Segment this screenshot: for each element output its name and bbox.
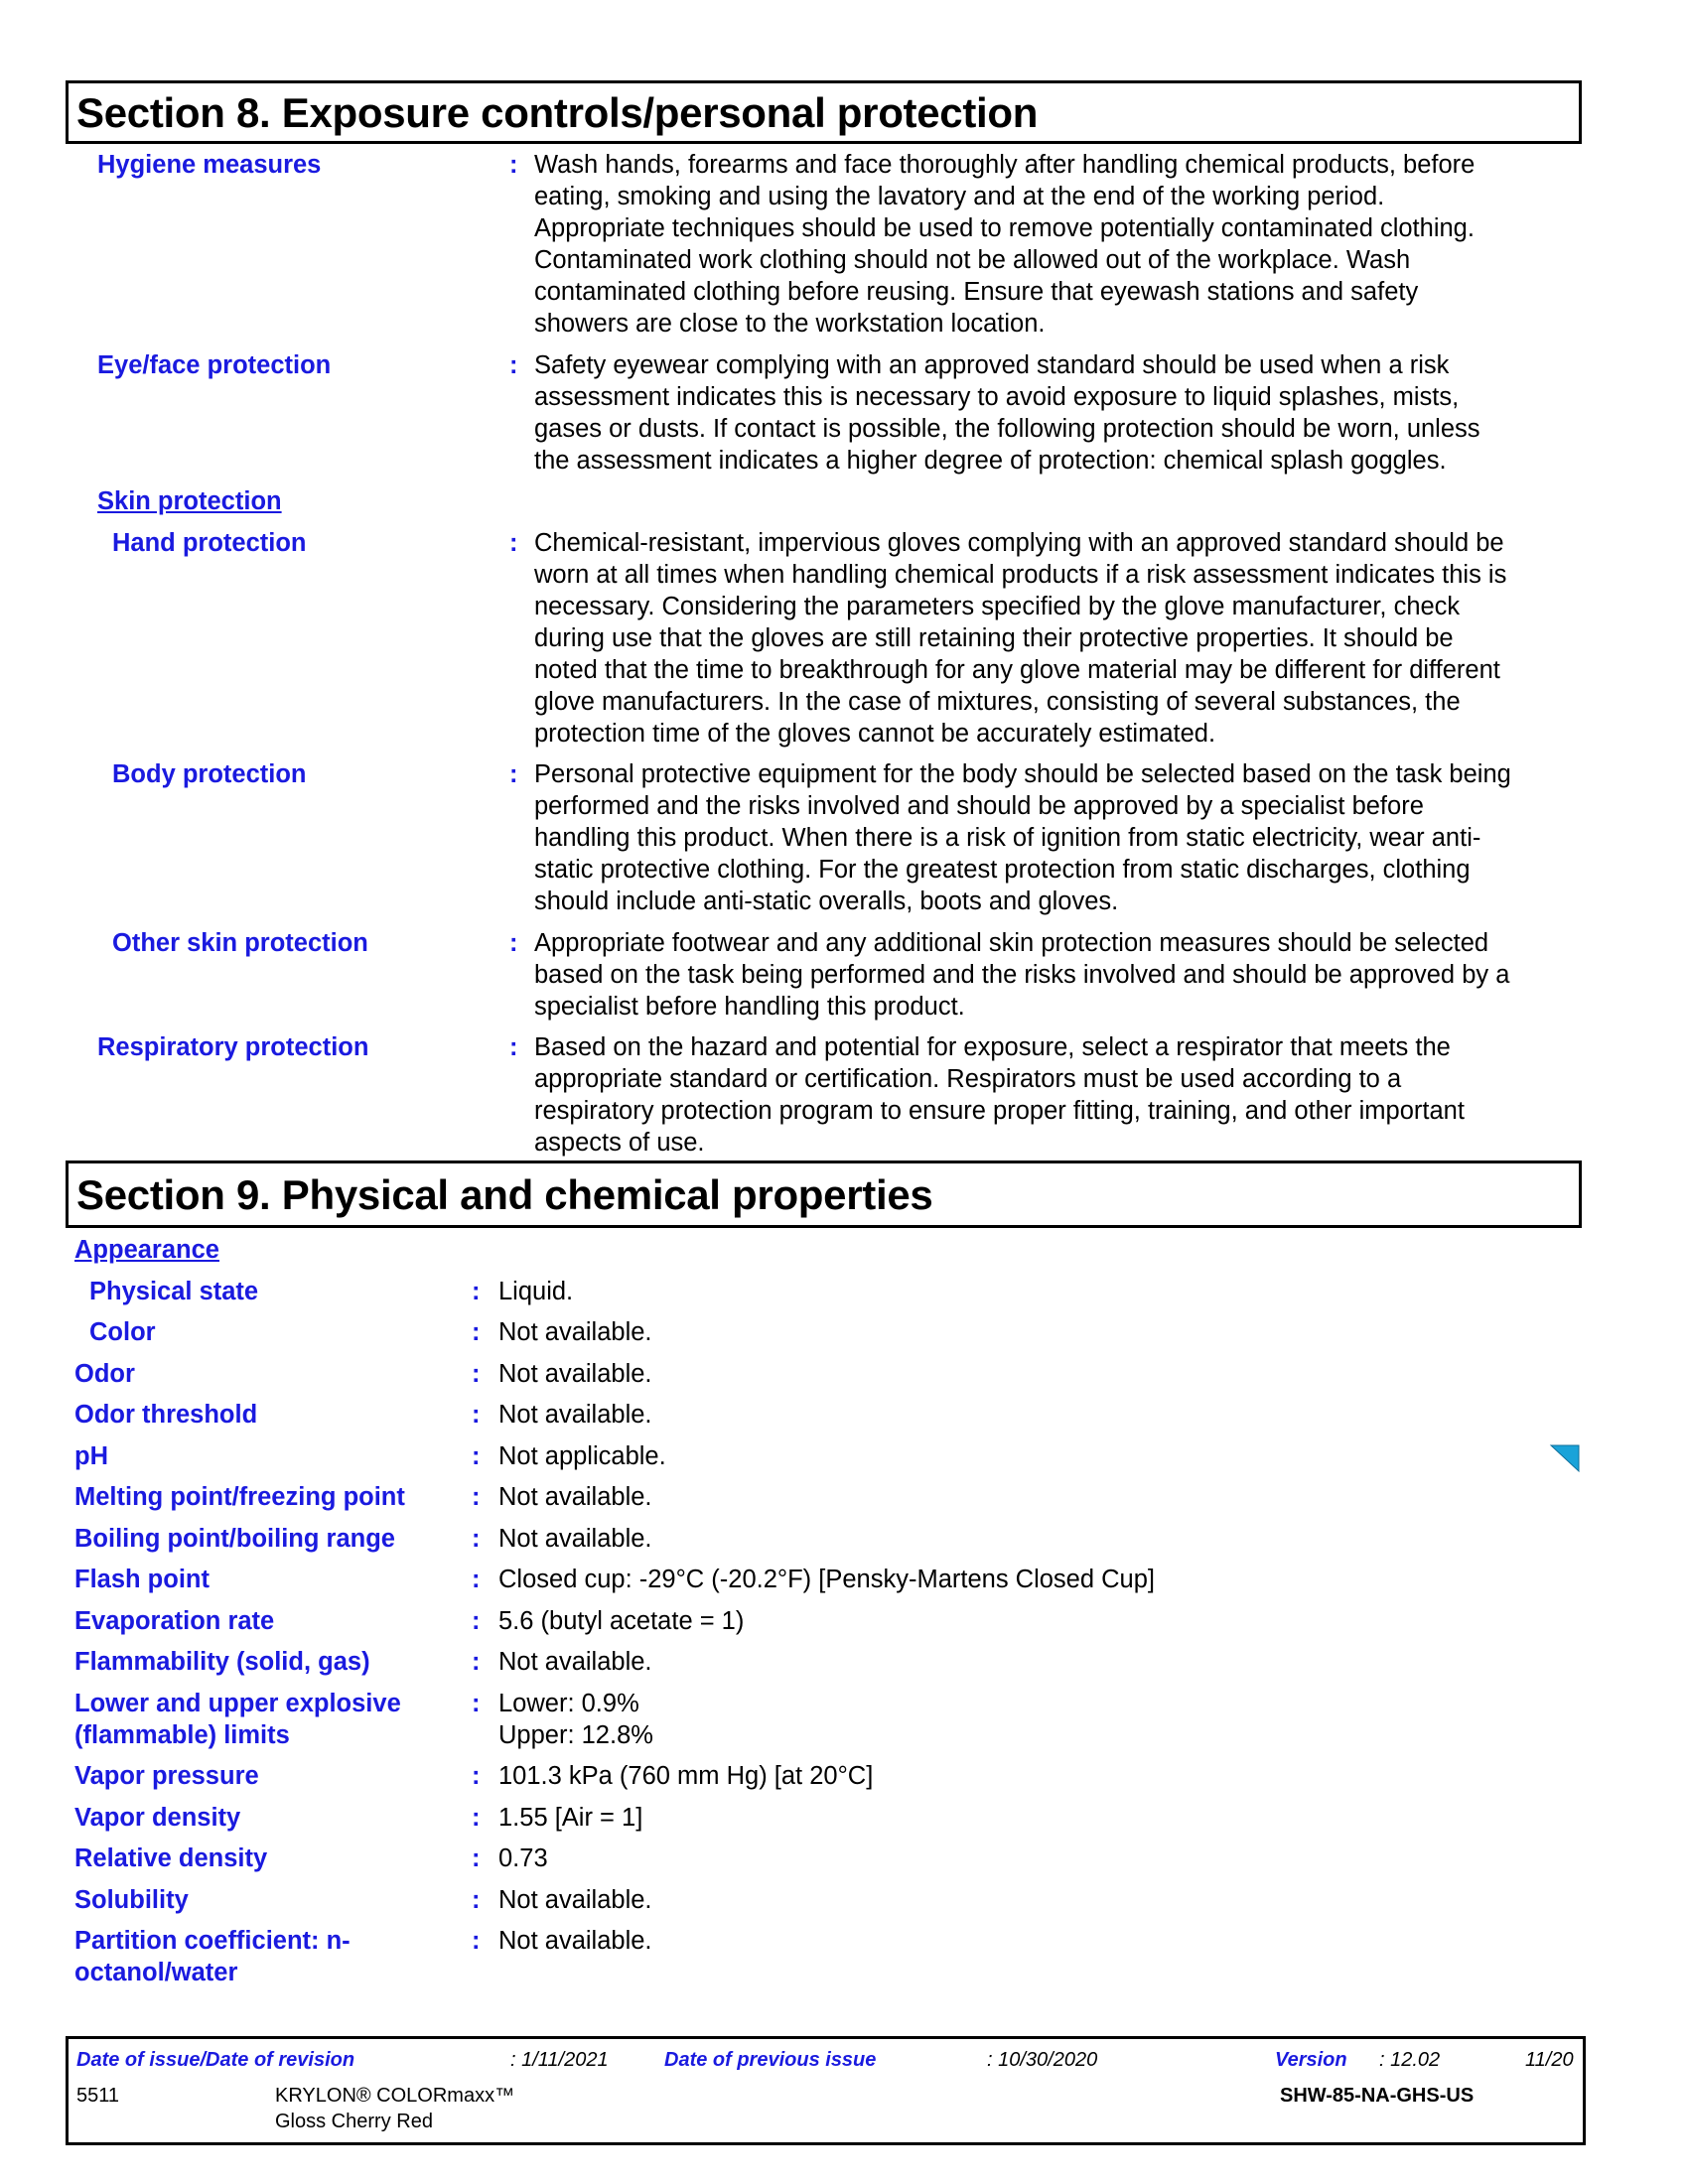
property-value [498, 1440, 666, 1472]
property-row-vapor-pressure [74, 1760, 1155, 1792]
colon-separator: : [472, 1689, 481, 1717]
property-label[interactable]: Skin protection [97, 487, 282, 515]
value-line: Appropriate techniques should be used to remove potentially contaminated clothing. [534, 214, 1475, 242]
property-value [498, 1316, 652, 1348]
property-value [498, 1481, 652, 1513]
value-line: appropriate standard or certification. Respirators must be used according to a [534, 1065, 1402, 1093]
property-row-relative-density [74, 1843, 1155, 1874]
value-line: Not available. [498, 1318, 652, 1346]
property-row-flammability-solid-gas [74, 1646, 1155, 1678]
version-label: Version [1275, 2049, 1347, 2071]
property-label: Respiratory protection [97, 1033, 369, 1061]
value-line: noted that the time to breakthrough for any glove material may be different for different [534, 655, 1500, 684]
page-footer [66, 2036, 1586, 2145]
property-row-solubility [74, 1884, 1155, 1916]
property-row-odor [74, 1358, 1155, 1390]
property-row-respiratory-protection [97, 1031, 1511, 1159]
property-label: Lower and upper explosive (flammable) limits [74, 1689, 401, 1749]
value-line: respiratory protection program to ensure proper fitting, training, and other important [534, 1097, 1465, 1125]
property-label: Odor [74, 1359, 135, 1388]
colon-separator: : [472, 1524, 481, 1553]
property-value [534, 149, 1475, 340]
property-value [498, 1276, 573, 1307]
colon-separator: : [509, 928, 518, 957]
value-line: Chemical-resistant, impervious gloves complying with an approved standard should be [534, 528, 1504, 557]
property-row-melting-point-freezing-point [74, 1481, 1155, 1513]
property-label: Color [89, 1318, 156, 1346]
colon-separator: : [509, 350, 518, 379]
section-8-header [66, 80, 1582, 144]
value-line: Not available. [498, 1885, 652, 1914]
colon-separator: : [472, 1441, 481, 1470]
property-label: Vapor density [74, 1803, 241, 1832]
property-row-body-protection [97, 758, 1511, 917]
document-id: SHW-85-NA-GHS-US [1280, 2085, 1475, 2107]
colon-separator: : [472, 1318, 481, 1346]
value-line: handling this product. When there is a risk of ignition from static electricity, wear anti- [534, 824, 1481, 852]
colon-separator: : [509, 760, 518, 788]
value-line: Personal protective equipment for the body should be selected based on the task being [534, 760, 1511, 788]
colon-separator: : [472, 1844, 481, 1872]
value-line: 101.3 kPa (760 mm Hg) [at 20°C] [498, 1762, 874, 1790]
property-label: Boiling point/boiling range [74, 1524, 395, 1553]
property-label: Relative density [74, 1844, 268, 1872]
property-value [498, 1358, 652, 1390]
value-line: glove manufacturers. In the case of mixtures, consisting of several substances, the [534, 687, 1461, 716]
previous-issue-label: Date of previous issue [664, 2049, 877, 2071]
colon-separator [509, 485, 534, 517]
product-code: 5511 [76, 2085, 120, 2107]
property-row-odor-threshold [74, 1399, 1155, 1431]
property-row-evaporation-rate [74, 1605, 1155, 1637]
property-label: Body protection [112, 760, 307, 788]
section-8-rows [97, 149, 1511, 1168]
value-line: static protective clothing. For the greatest protection from static discharges, clothing [534, 856, 1471, 884]
value-line: should include anti-static overalls, boots and gloves. [534, 887, 1119, 915]
colon-separator: : [472, 1566, 481, 1593]
value-line: the assessment indicates a higher degree of protection: chemical splash goggles. [534, 446, 1447, 475]
colon-separator: : [472, 1359, 481, 1388]
property-value [498, 1884, 652, 1916]
property-value [534, 527, 1506, 750]
value-line: based on the task being performed and the risks involved and should be approved by a [534, 960, 1510, 989]
property-row-appearance [74, 1234, 1155, 1266]
value-line: performed and the risks involved and should be approved by a specialist before [534, 792, 1424, 820]
property-value [498, 1605, 744, 1637]
value-line: Not available. [498, 1401, 652, 1429]
colon-separator: : [509, 528, 518, 557]
value-line: 5.6 (butyl acetate = 1) [498, 1606, 745, 1635]
colon-separator: : [472, 1483, 481, 1511]
property-label: Hand protection [112, 528, 307, 557]
value-line: protection time of the gloves cannot be accurately estimated. [534, 719, 1216, 748]
colon-separator: : [509, 1033, 518, 1061]
property-label: Other skin protection [112, 928, 368, 957]
value-line: Closed cup: -29°C (-20.2°F) [Pensky-Martens Closed Cup] [498, 1566, 1155, 1593]
value-line: Not applicable. [498, 1441, 666, 1470]
property-row-eye-face-protection [97, 349, 1511, 477]
property-row-vapor-density [74, 1802, 1155, 1834]
property-value [534, 758, 1511, 917]
property-label: Flash point [74, 1566, 210, 1593]
value-line: specialist before handling this product. [534, 992, 965, 1021]
property-value [534, 349, 1480, 477]
property-label: Evaporation rate [74, 1606, 275, 1635]
property-label: Vapor pressure [74, 1762, 259, 1790]
property-label: Physical state [89, 1277, 259, 1305]
product-name-line1: KRYLON® COLORmaxx™ [275, 2085, 515, 2107]
value-line: Appropriate footwear and any additional skin protection measures should be selected [534, 928, 1489, 957]
value-line: Not available. [498, 1524, 652, 1553]
property-value [498, 1802, 642, 1834]
value-line: Lower: 0.9% [498, 1689, 639, 1717]
value-line: 0.73 [498, 1844, 548, 1872]
property-value [498, 1925, 652, 1988]
property-value [498, 1688, 653, 1751]
value-line: Not available. [498, 1359, 652, 1388]
page-number: 11/20 [1525, 2049, 1574, 2071]
section-9-rows [74, 1234, 1155, 1998]
value-line: 1.55 [Air = 1] [498, 1803, 643, 1832]
issue-date-value: : 1/11/2021 [510, 2049, 609, 2071]
value-line: during use that the gloves are still retaining their protective properties. It should be [534, 623, 1454, 652]
colon-separator: : [472, 1606, 481, 1635]
value-line: gases or dusts. If contact is possible, the following protection should be worn, unless [534, 414, 1480, 443]
change-marker-triangle-icon [1549, 1443, 1581, 1473]
property-row-skin-protection [97, 485, 1511, 517]
property-row-partition-coefficient-n-octanol-water [74, 1925, 1155, 1988]
property-label: Flammability (solid, gas) [74, 1648, 370, 1676]
value-line: Liquid. [498, 1277, 574, 1305]
property-label[interactable]: Appearance [74, 1236, 219, 1264]
property-row-other-skin-protection [97, 927, 1511, 1023]
value-line: Wash hands, forearms and face thoroughly after handling chemical products, before [534, 151, 1476, 179]
property-row-physical-state [74, 1276, 1155, 1307]
colon-separator: : [509, 151, 518, 179]
value-line: showers are close to the workstation location. [534, 310, 1046, 338]
value-line: aspects of use. [534, 1129, 705, 1157]
property-row-color [74, 1316, 1155, 1348]
colon-separator: : [472, 1885, 481, 1914]
colon-separator: : [472, 1277, 481, 1305]
value-line: Based on the hazard and potential for exposure, select a respirator that meets the [534, 1033, 1451, 1061]
property-row-hand-protection [97, 527, 1511, 750]
property-value [498, 1760, 873, 1792]
value-line: Not available. [498, 1483, 652, 1511]
property-label: Melting point/freezing point [74, 1483, 405, 1511]
property-label: Solubility [74, 1885, 189, 1914]
property-label: Hygiene measures [97, 151, 322, 179]
section-9-title: Section 9. Physical and chemical properties [76, 1171, 933, 1218]
value-line: Not available. [498, 1648, 652, 1676]
colon-separator [472, 1234, 498, 1266]
property-row-boiling-point-boiling-range [74, 1523, 1155, 1555]
property-value [498, 1564, 1155, 1595]
colon-separator: : [472, 1927, 481, 1955]
property-label: Eye/face protection [97, 350, 332, 379]
property-value [498, 1399, 652, 1431]
property-label: Partition coefficient: n- octanol/water [74, 1927, 351, 1986]
property-row-lower-and-upper-explosive-flammable-limits [74, 1688, 1155, 1751]
value-line: necessary. Considering the parameters specified by the glove manufacturer, check [534, 592, 1461, 620]
value-line: Safety eyewear complying with an approved standard should be used when a risk [534, 350, 1450, 379]
property-value [534, 1031, 1465, 1159]
property-label: pH [74, 1441, 108, 1470]
property-value [498, 1843, 548, 1874]
property-value [534, 927, 1509, 1023]
colon-separator: : [472, 1803, 481, 1832]
value-line: Contaminated work clothing should not be allowed out of the workplace. Wash [534, 246, 1411, 274]
issue-date-label: Date of issue/Date of revision [76, 2049, 355, 2071]
section-8-title: Section 8. Exposure controls/personal protection [76, 89, 1039, 136]
value-line: worn at all times when handling chemical products if a risk assessment indicates this is [534, 560, 1507, 589]
value-line: assessment indicates this is necessary to avoid exposure to liquid splashes, mists, [534, 382, 1460, 411]
property-row-flash-point [74, 1564, 1155, 1595]
section-9-header [66, 1160, 1582, 1228]
previous-issue-value: : 10/30/2020 [987, 2049, 1098, 2071]
value-line: eating, smoking and using the lavatory and at the end of the working period. [534, 183, 1385, 210]
property-value [498, 1523, 652, 1555]
colon-separator: : [472, 1648, 481, 1676]
colon-separator: : [472, 1762, 481, 1790]
property-row-ph [74, 1440, 1155, 1472]
value-line: contaminated clothing before reusing. Ensure that eyewash stations and safety [534, 278, 1419, 306]
value-line: Upper: 12.8% [498, 1720, 653, 1749]
colon-separator: : [472, 1401, 481, 1429]
version-value: : 12.02 [1379, 2049, 1441, 2071]
value-line: Not available. [498, 1927, 652, 1955]
property-value [498, 1646, 652, 1678]
property-row-hygiene-measures [97, 149, 1511, 340]
property-label: Odor threshold [74, 1401, 258, 1429]
product-name-line2: Gloss Cherry Red [275, 2111, 433, 2132]
